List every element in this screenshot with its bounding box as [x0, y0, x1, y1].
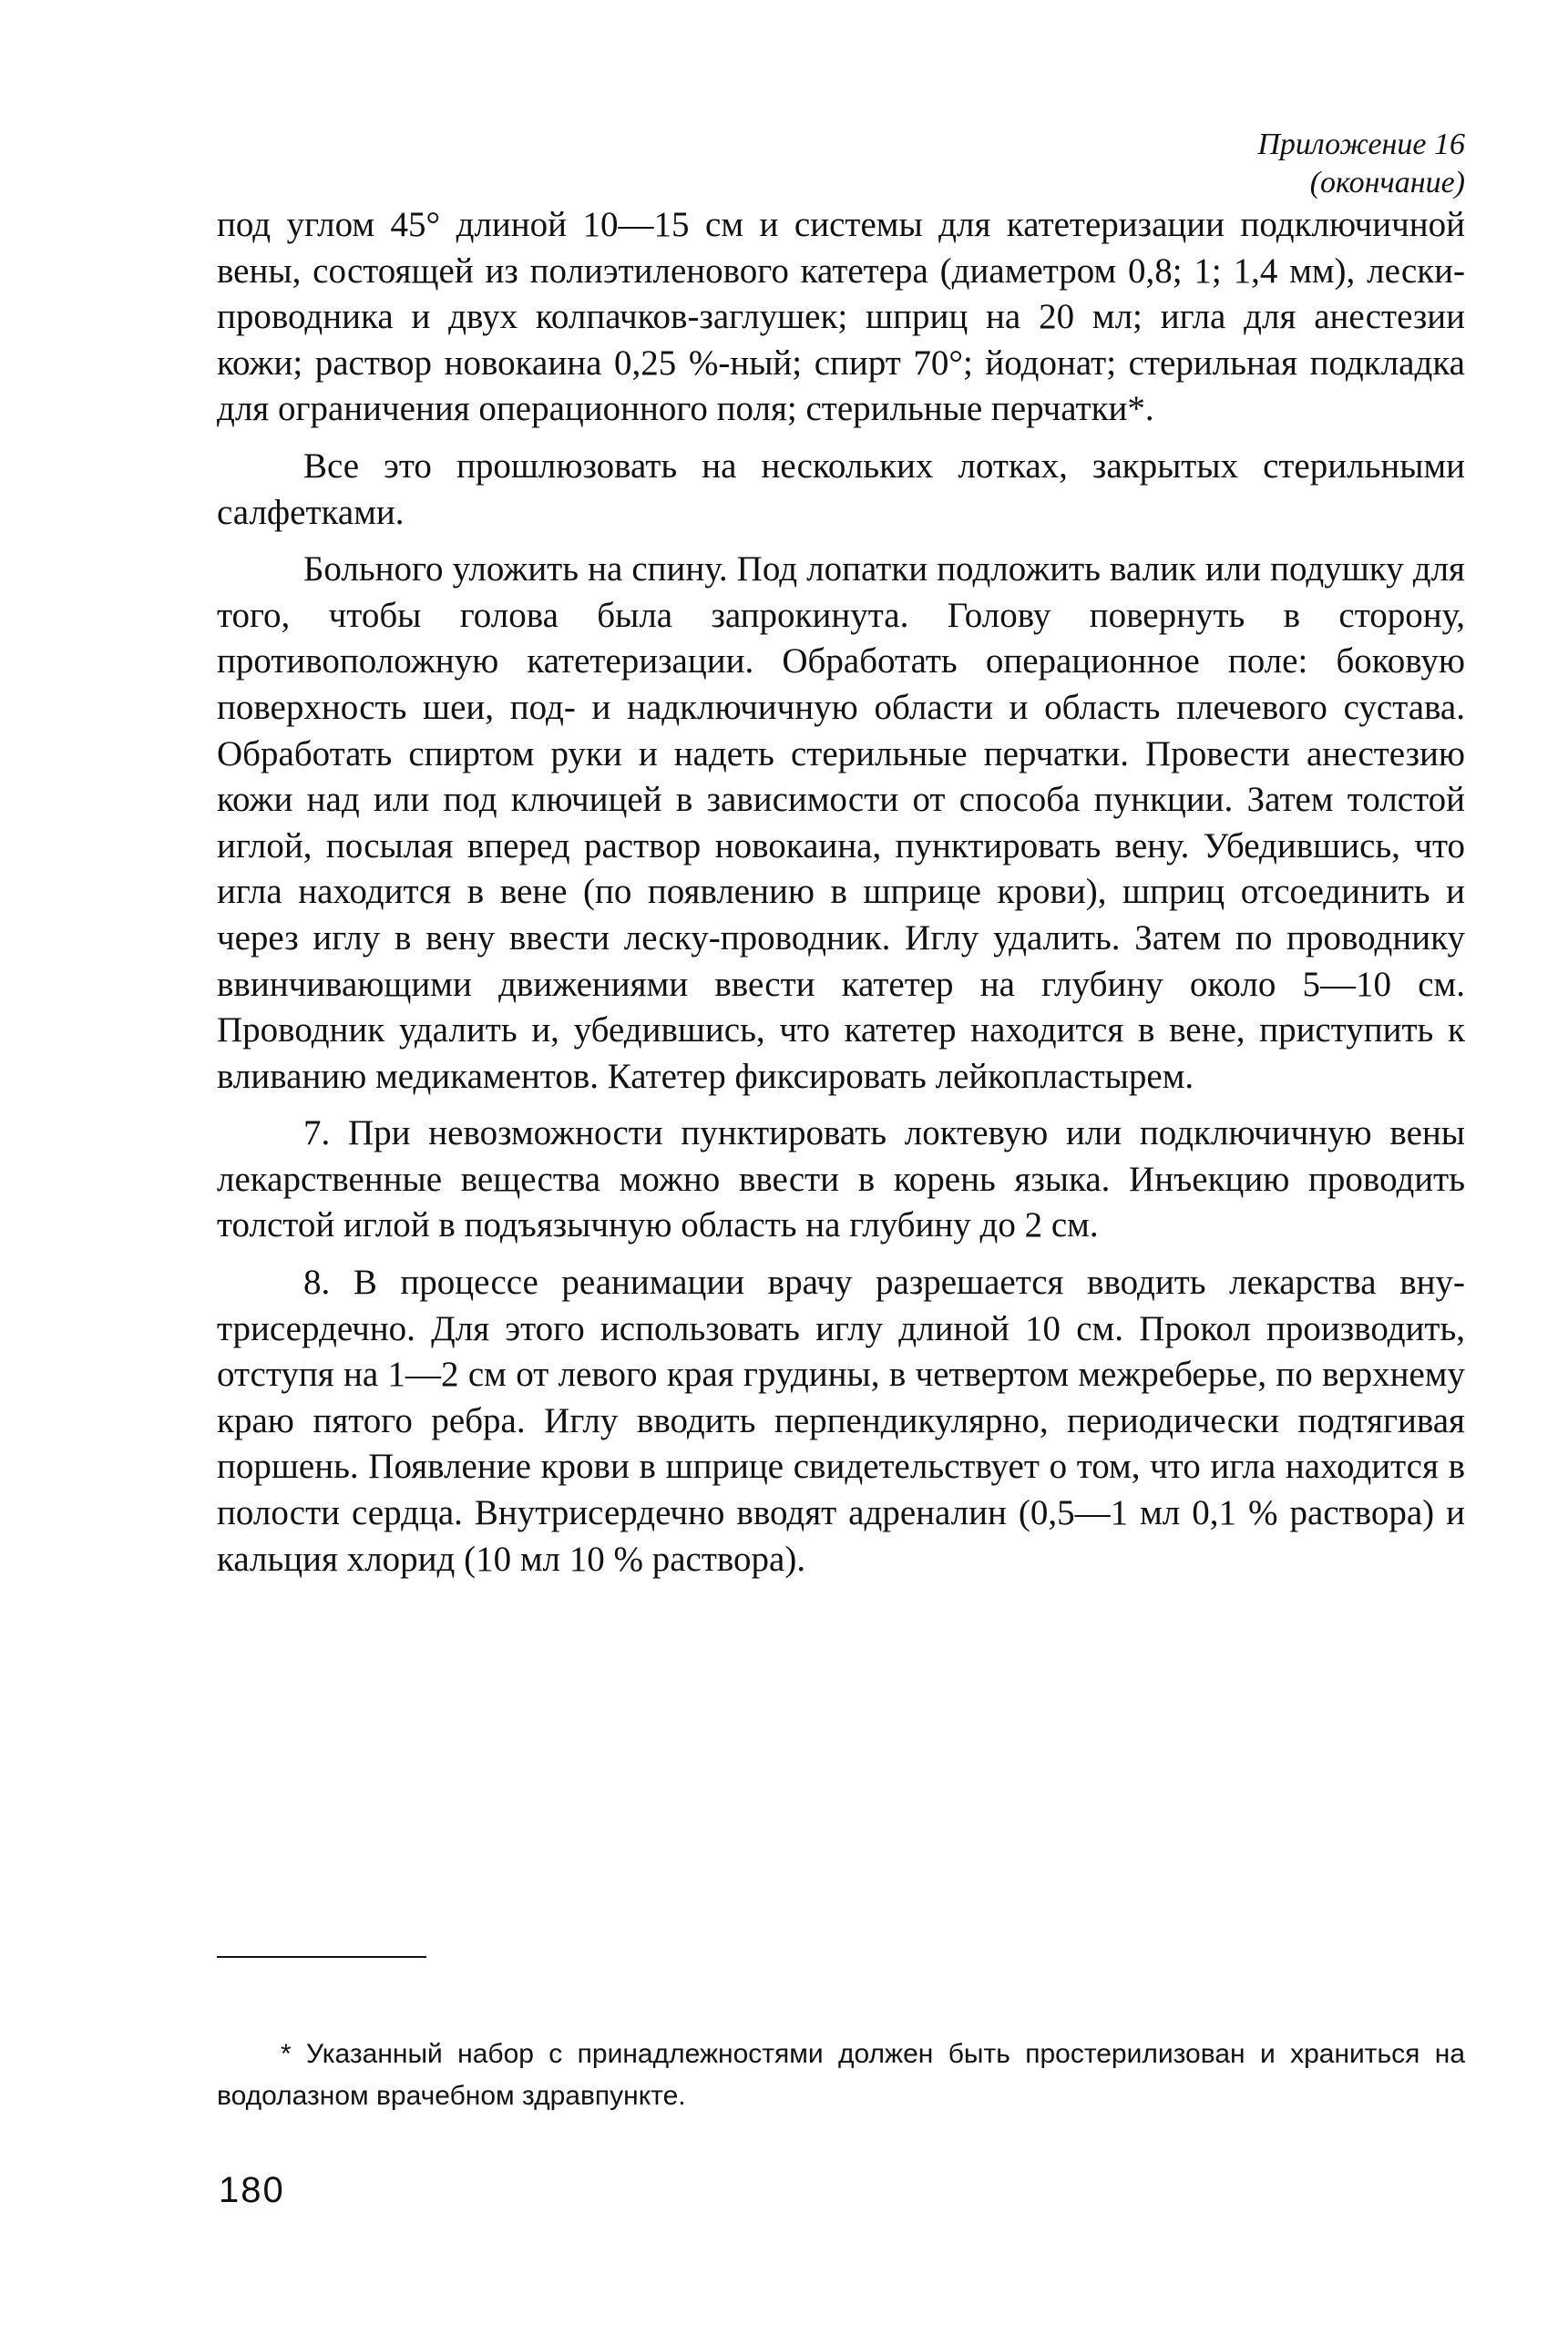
paragraph-equipment: под углом 45° длиной 10—15 см и системы для катетеризации подключичной вены, состоящей из полиэтиленового катетера (диаметром 0,8; 1; 1,4 мм), лески-проводника и двух колпачков-заглушек; шприц на 20 мл; игла для анестезии кожи; раствор новокаина 0,25 %-ный; спирт 70°; йодонат; стерильная подкладка для ограничения операционного поля; стерильные перчатки*. — [217, 205, 1465, 429]
page-number: 180 — [219, 2170, 285, 2210]
appendix-note: (окончание) — [1309, 166, 1465, 200]
footnote-divider — [217, 1956, 426, 1958]
paragraph-item-7: 7. При невозможности пунктировать локтевую или подключичную вены лекарственные вещества можно ввести в корень языка. Инъекцию проводить толстой иглой в подъязычную область на глубину до 2 см. — [217, 1113, 1465, 1245]
appendix-title: Приложение 16 — [1257, 128, 1465, 161]
footnote: * Указанный набор с принадлежностями должен быть простерилизован и храниться на водолазном врачебном здравпункте. — [217, 2039, 1465, 2111]
paragraph-item-8: 8. В процессе реанимации врачу разрешается вводить лекарства внутрисердечно. Для этого использовать иглу длиной 10 см. Прокол производить, отступя на 1—2 см от левого края грудины, в четвертом межреберье, по верхнему краю пятого ребра. Иглу вводить перпендикулярно, периодически подтягивая поршень. Появление крови в шприце свидетельствует о том, что игла находится в полости сердца. Внутрисердечно вводят адреналин (0,5—1 мл 0,1 % раствора) и кальция хлорид (10 мл 10 % раствора). — [217, 1263, 1465, 1579]
paragraph-sterilize: Все это прошлюзовать на нескольких лотках, закрытых стерильными салфетками. — [217, 446, 1465, 532]
paragraph-procedure: Больного уложить на спину. Под лопатки подложить валик или подушку для того, чтобы голова была запрокинута. Голову повернуть в сторону, противоположную катетеризации. Обработать операционное поле: боковую поверхность шеи, под- и надключичную области и область плечевого сустава. Обработать спиртом руки и надеть стерильные перчатки. Провести анестезию кожи над или под ключицей в зависимости от способа пункции. Затем толстой иглой, посылая вперед раствор новокаина, пунктировать вену. Убедившись, что игла находится в вене (по появлению в шприце крови), шприц отсоединить и через иглу в вену ввести леску-проводник. Иглу удалить. Затем по проводнику ввинчивающими движениями ввести катетер на глубину около 5—10 см. Проводник удалить и, убедившись, что катетер находится в вене, приступить к вливанию медикаментов. Катетер фиксировать лейкопластырем. — [217, 549, 1465, 1096]
body-text — [217, 202, 1465, 1582]
appendix-header — [1257, 126, 1465, 202]
